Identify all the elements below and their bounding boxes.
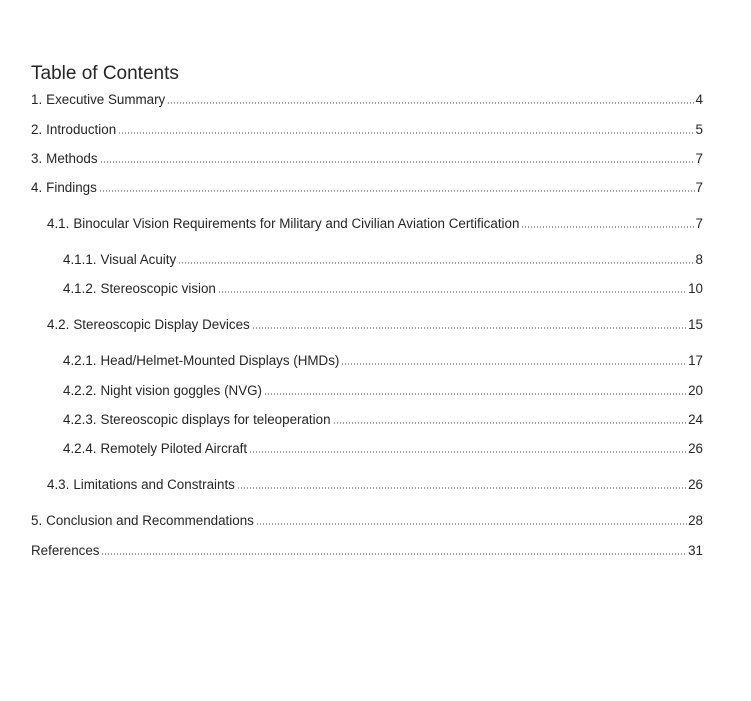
dot-leader: [249, 450, 687, 454]
toc-entry-label: Limitations and Constraints: [73, 477, 235, 492]
toc-entry-page: 7: [695, 151, 703, 166]
toc-entry-label: Stereoscopic Display Devices: [73, 317, 250, 332]
dot-leader: [252, 326, 687, 330]
dot-leader: [118, 131, 694, 135]
toc-entry-label: Introduction: [46, 122, 117, 137]
toc-entry-stereoscopic-displays-teleoperation[interactable]: [63, 409, 703, 429]
toc-entry-conclusion-and-recommendations[interactable]: [31, 510, 703, 530]
toc-entry-number: 4.3.: [47, 477, 70, 492]
toc-entry-methods[interactable]: [31, 148, 703, 168]
toc-entry-number: 4.: [31, 180, 43, 195]
dot-leader: [256, 522, 687, 526]
toc-entry-references[interactable]: [31, 540, 703, 560]
toc-entry-label: Binocular Vision Requirements for Military and Civilian Aviation Certification: [73, 216, 520, 231]
toc-entry-binocular-vision-requirements[interactable]: [47, 213, 703, 233]
toc-entry-number: 4.2.3.: [63, 412, 97, 427]
toc-entry-label: Night vision goggles (NVG): [100, 383, 263, 398]
toc-entry-number: 4.1.1.: [63, 252, 97, 267]
toc-entry-stereoscopic-display-devices[interactable]: [47, 314, 703, 334]
toc-entry-number: 4.2.1.: [63, 353, 97, 368]
toc-entry-page: 28: [688, 513, 703, 528]
toc-entry-page: 26: [688, 477, 703, 492]
toc-entry-page: 8: [695, 252, 703, 267]
toc-entry-head-helmet-mounted-displays[interactable]: [63, 350, 703, 370]
toc-entry-number: 4.2.2.: [63, 383, 97, 398]
toc-entry-page: 4: [695, 92, 703, 107]
toc-entry-page: 7: [695, 180, 703, 195]
toc-entry-visual-acuity[interactable]: [63, 249, 703, 269]
dot-leader: [100, 160, 695, 164]
toc-entry-label: Remotely Piloted Aircraft: [100, 441, 248, 456]
dot-leader: [264, 392, 687, 396]
toc-entry-label: Findings: [46, 180, 97, 195]
toc-entry-stereoscopic-vision[interactable]: [63, 278, 703, 298]
toc-entry-label: Stereoscopic vision: [100, 281, 216, 296]
toc-title: Table of Contents: [31, 63, 179, 84]
toc-entry-limitations-and-constraints[interactable]: [47, 474, 703, 494]
toc-entry-label: Stereoscopic displays for teleoperation: [100, 412, 331, 427]
toc-entry-page: 7: [695, 216, 703, 231]
toc-entry-number: 1.: [31, 92, 43, 107]
toc-entry-introduction[interactable]: [31, 119, 703, 139]
toc-entry-night-vision-goggles[interactable]: [63, 380, 703, 400]
toc-entry-label: References: [31, 543, 100, 558]
toc-entry-findings[interactable]: [31, 177, 703, 197]
dot-leader: [237, 486, 687, 490]
toc-entry-page: 17: [688, 353, 703, 368]
dot-leader: [218, 290, 687, 294]
dot-leader: [178, 261, 694, 265]
dot-leader: [101, 552, 687, 556]
toc-entry-number: 4.1.: [47, 216, 70, 231]
toc-entry-label: Head/Helmet-Mounted Displays (HMDs): [100, 353, 340, 368]
toc-entry-number: 2.: [31, 122, 43, 137]
dot-leader: [333, 421, 688, 425]
toc-entry-remotely-piloted-aircraft[interactable]: [63, 438, 703, 458]
toc-entry-page: 31: [688, 543, 703, 558]
toc-entry-page: 10: [688, 281, 703, 296]
toc-entry-number: 4.2.4.: [63, 441, 97, 456]
toc-entry-label: Conclusion and Recommendations: [46, 513, 254, 528]
toc-entry-number: 3.: [31, 151, 43, 166]
toc-entry-label: Executive Summary: [46, 92, 166, 107]
dot-leader: [521, 225, 694, 229]
dot-leader: [167, 101, 694, 105]
toc-entry-page: 5: [695, 122, 703, 137]
toc-entry-page: 15: [688, 317, 703, 332]
toc-entry-number: 4.1.2.: [63, 281, 97, 296]
dot-leader: [99, 189, 695, 193]
toc-entry-page: 26: [688, 441, 703, 456]
toc-entry-page: 20: [688, 383, 703, 398]
toc-entry-page: 24: [688, 412, 703, 427]
toc-entry-executive-summary[interactable]: [31, 89, 703, 109]
toc-entry-number: 5.: [31, 513, 43, 528]
toc-entry-label: Methods: [46, 151, 98, 166]
toc-entry-number: 4.2.: [47, 317, 70, 332]
toc-entry-label: Visual Acuity: [100, 252, 177, 267]
dot-leader: [341, 362, 687, 366]
